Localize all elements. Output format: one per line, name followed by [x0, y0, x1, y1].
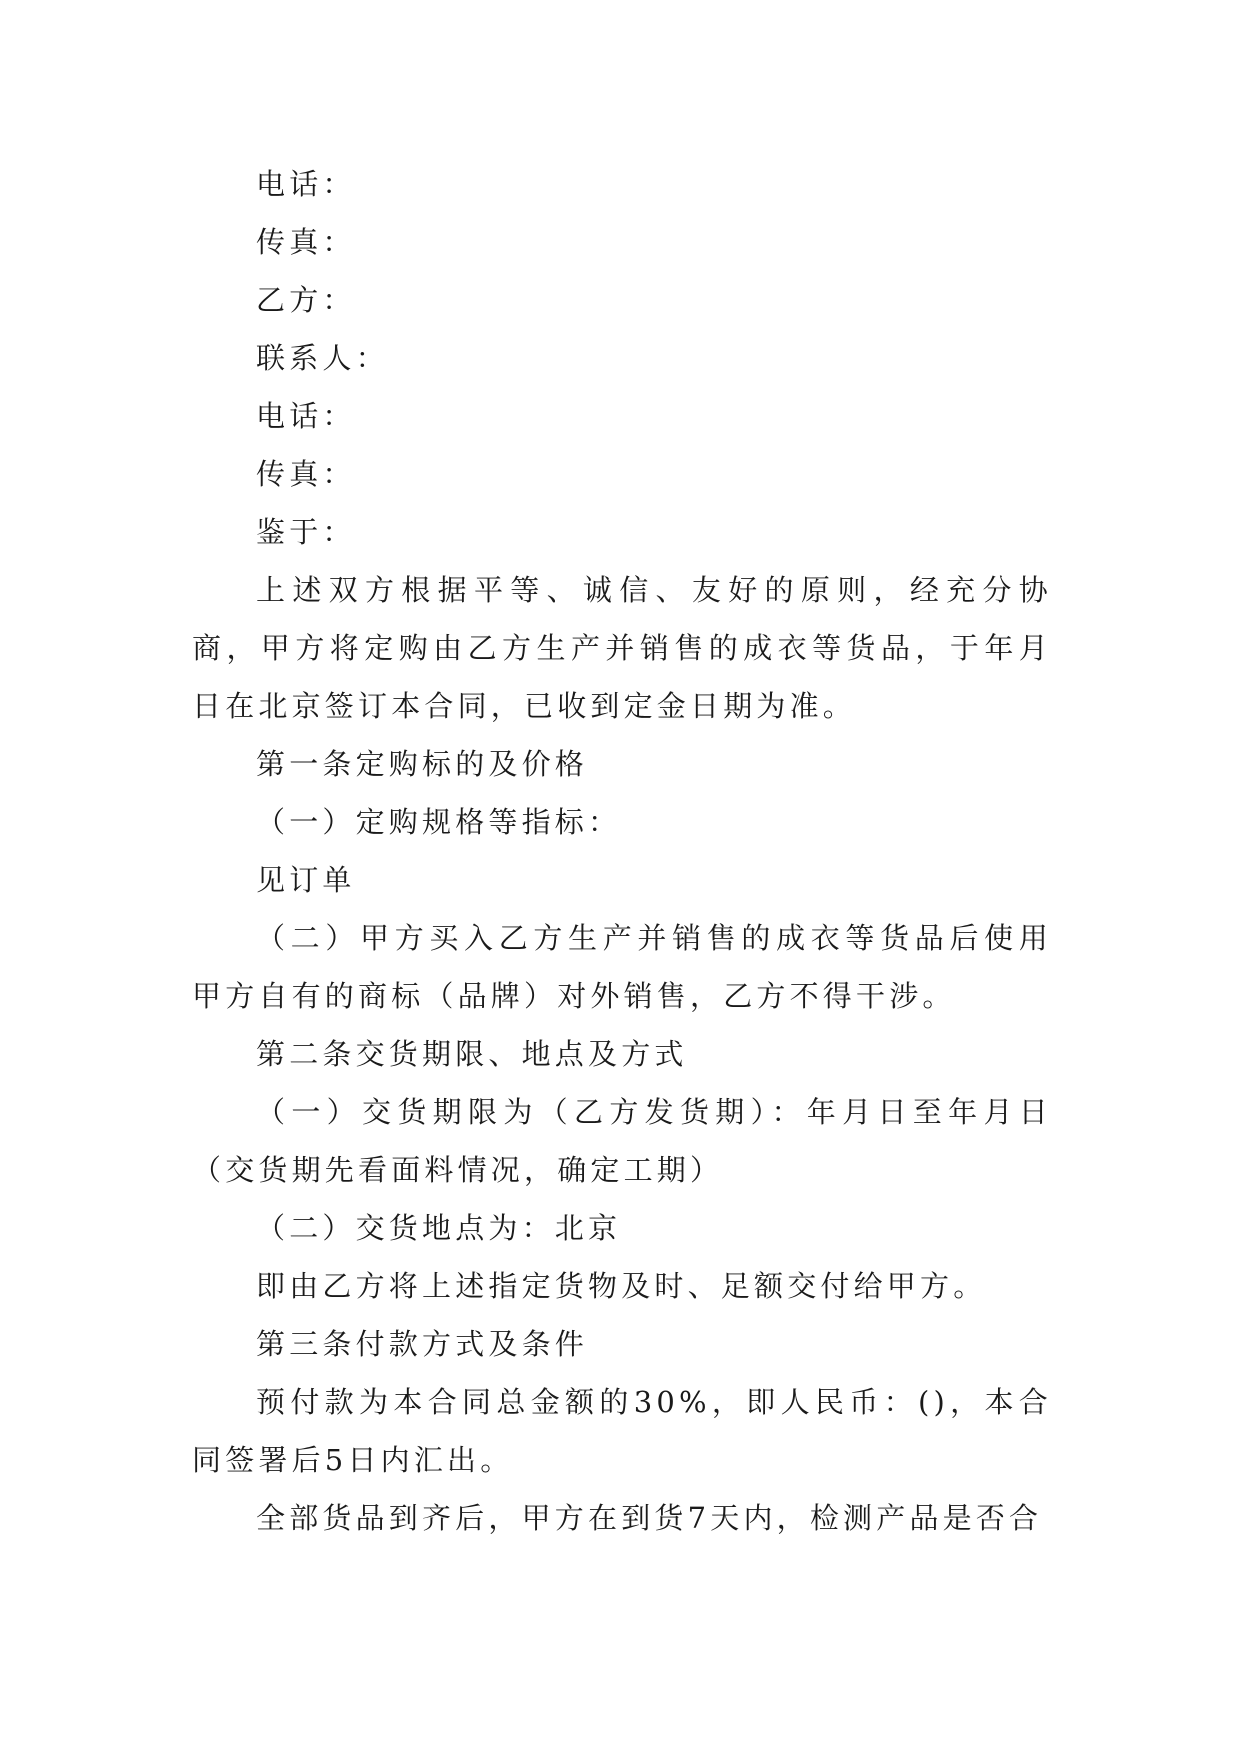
section-heading: 第二条交货期限、地点及方式 — [256, 1037, 688, 1071]
paragraph: 传真： — [256, 457, 356, 491]
paragraph: （一）定购规格等指标： — [256, 805, 622, 839]
paragraph: 联系人： — [256, 341, 389, 375]
paragraph: 见订单 — [256, 863, 356, 897]
paragraph: 即由乙方将上述指定货物及时、足额交付给甲方。 — [256, 1269, 987, 1303]
paragraph: （二）甲方买入乙方生产并销售的成衣等货品后使用甲方自有的商标（品牌）对外销售，乙方不得干涉。 — [192, 921, 1052, 1013]
paragraph: 传真： — [256, 225, 356, 259]
paragraph: 乙方： — [256, 283, 356, 317]
paragraph: 鉴于： — [256, 515, 356, 549]
paragraph: 电话： — [256, 167, 356, 201]
paragraph: （二）交货地点为：北京 — [256, 1211, 622, 1245]
section-heading: 第一条定购标的及价格 — [256, 747, 589, 781]
section-heading: 第三条付款方式及条件 — [256, 1327, 589, 1361]
paragraph: 预付款为本合同总金额的30%，即人民币：()，本合同签署后5日内汇出。 — [192, 1385, 1052, 1477]
paragraph: 电话： — [256, 399, 356, 433]
document-body — [192, 155, 1052, 1547]
paragraph: （一）交货期限为（乙方发货期）：年月日至年月日（交货期先看面料情况，确定工期） — [192, 1095, 1052, 1187]
paragraph: 全部货品到齐后，甲方在到货7天内，检测产品是否合 — [256, 1501, 1043, 1535]
paragraph: 上述双方根据平等、诚信、友好的原则，经充分协商，甲方将定购由乙方生产并销售的成衣等货品，于年月日在北京签订本合同，已收到定金日期为准。 — [192, 573, 1052, 723]
